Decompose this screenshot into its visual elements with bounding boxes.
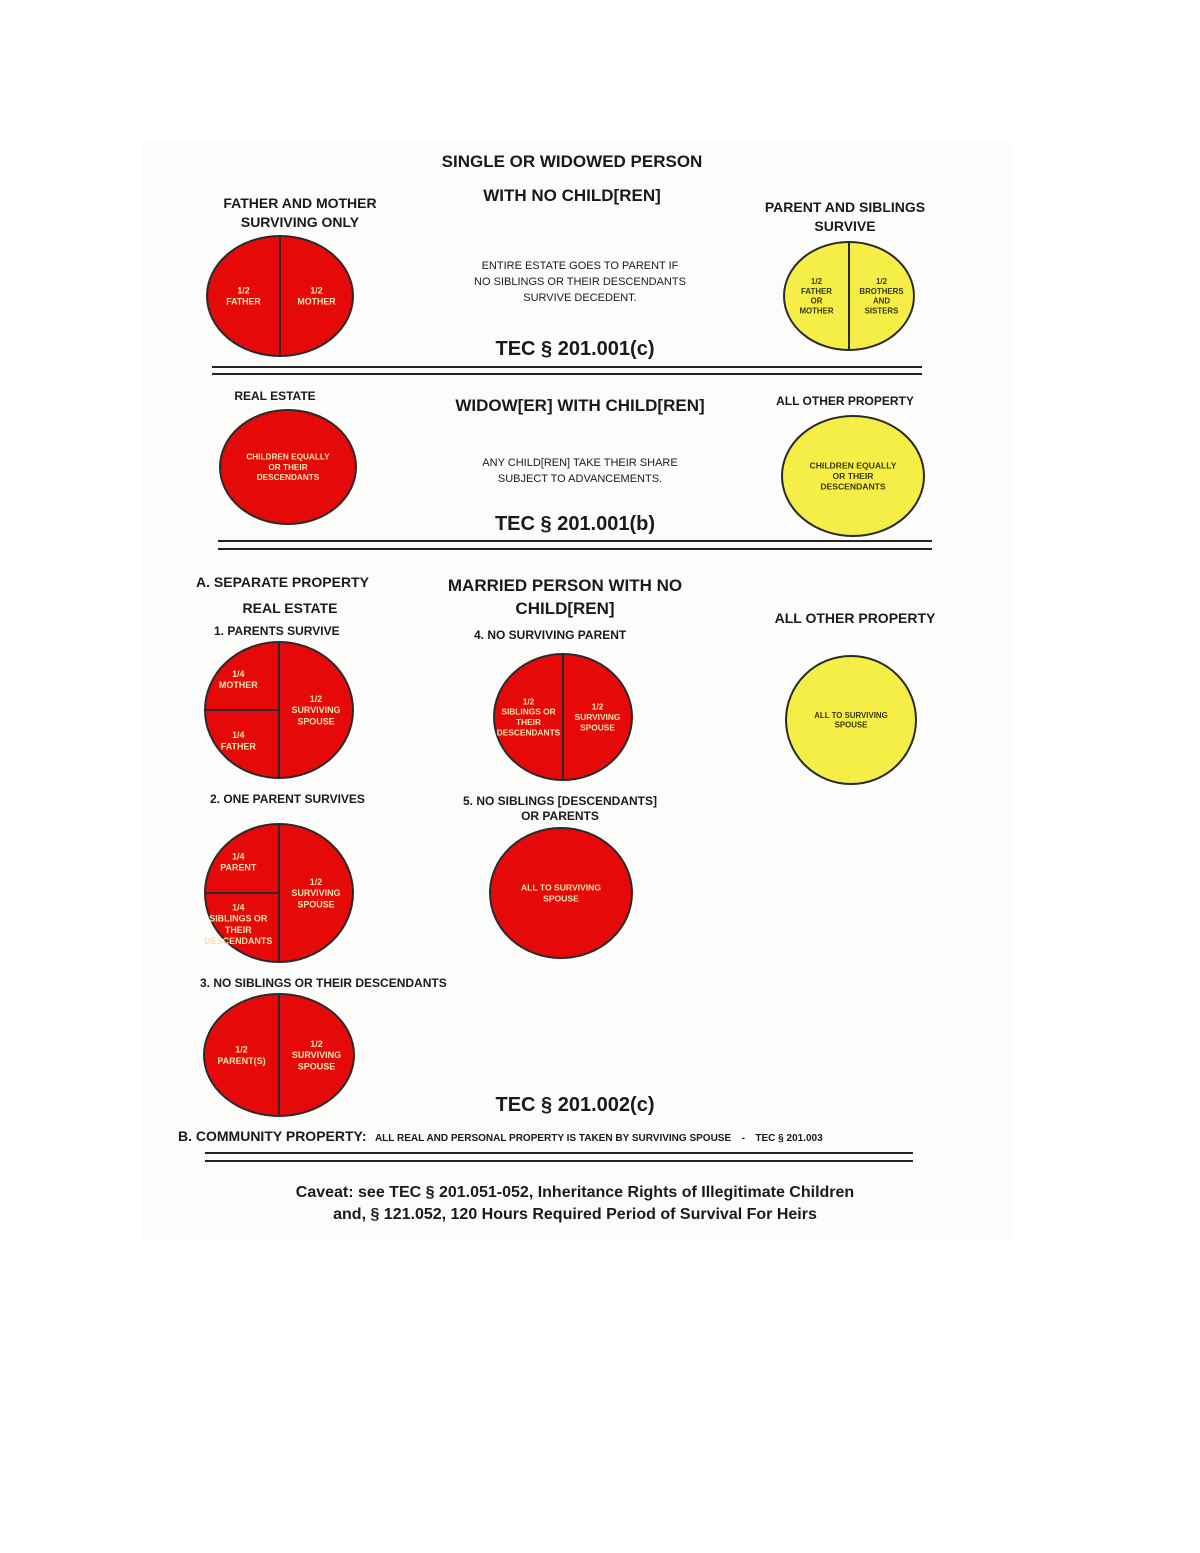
one-parent-survives-pie: [203, 822, 355, 964]
no-surviving-parent-pie: [492, 652, 634, 782]
real-estate-heading: REAL ESTATE: [242, 600, 338, 616]
parent-siblings-pie: [782, 240, 916, 352]
case4-heading: 4. NO SURVIVING PARENT: [474, 628, 627, 642]
slice-label-left: 1/2 FATHER OR MOTHER: [799, 276, 834, 316]
parents-survive-pie: [203, 640, 355, 780]
slice-label-center: ALL TO SURVIVING SPOUSE: [814, 710, 888, 730]
section2-citation: TEC § 201.001(b): [494, 513, 656, 535]
separate-property-heading: A. SEPARATE PROPERTY: [196, 574, 369, 590]
slice-label-center: CHILDREN EQUALLY OR THEIR DESCENDANTS: [246, 452, 330, 483]
slice-label-center: CHILDREN EQUALLY OR THEIR DESCENDANTS: [809, 460, 897, 492]
slice-label-left: 1/2 SIBLINGS OR THEIR DESCENDANTS: [496, 696, 561, 738]
father-mother-pie: [205, 234, 355, 358]
section-divider-1b: [212, 373, 922, 375]
community-citation: TEC § 201.003: [755, 1133, 823, 1144]
all-to-spouse-pie: [784, 654, 918, 786]
other-property-children-pie: [780, 414, 926, 538]
community-label: B. COMMUNITY PROPERTY:: [178, 1128, 367, 1144]
section3-title: MARRIED PERSON WITH NO CHILD[REN]: [447, 576, 683, 618]
slice-label-bottom-left: 1/4 FATHER: [220, 730, 256, 752]
slice-label-bottom-left: 1/4 SIBLINGS OR THEIR DESCENDANTS: [204, 902, 273, 946]
section-divider-1a: [212, 366, 922, 368]
section3-citation: TEC § 201.002(c): [495, 1094, 655, 1116]
slice-label-right: 1/2 BROTHERS AND SISTERS: [859, 276, 904, 316]
section2-description: ANY CHILD[REN] TAKE THEIR SHARE SUBJECT TO ADVANCEMENTS.: [482, 457, 678, 485]
slice-label-left: 1/2 FATHER: [226, 285, 261, 307]
section-divider-3a: [205, 1152, 913, 1154]
section1-citation: TEC § 201.001(c): [495, 338, 655, 360]
slice-label-right: 1/2 SURVIVING SPOUSE: [291, 693, 341, 727]
community-text: ALL REAL AND PERSONAL PROPERTY IS TAKEN BY SURVIVING SPOUSE: [374, 1133, 732, 1144]
section1-left-heading: FATHER AND MOTHER SURVIVING ONLY: [223, 195, 377, 230]
slice-label-right: 1/2 MOTHER: [297, 285, 336, 307]
case2-heading: 2. ONE PARENT SURVIVES: [210, 792, 365, 806]
case5-heading: 5. NO SIBLINGS [DESCENDANTS] OR PARENTS: [462, 794, 657, 823]
caveat-line2: and, § 121.052, 120 Hours Required Period of Survival For Heirs: [333, 1206, 817, 1223]
caveat-line1: Caveat: see TEC § 201.051-052, Inheritance Rights of Illegitimate Children: [295, 1184, 855, 1201]
slice-label-center: ALL TO SURVIVING SPOUSE: [520, 882, 602, 904]
section2-left-heading: REAL ESTATE: [234, 389, 316, 403]
case3-heading: 3. NO SIBLINGS OR THEIR DESCENDANTS: [200, 976, 447, 990]
slice-label-top-left: 1/4 PARENT: [220, 851, 257, 873]
no-siblings-or-parents-pie: [488, 826, 634, 960]
section1-title-line1: SINGLE OR WIDOWED PERSON: [441, 152, 703, 171]
section2-right-heading: ALL OTHER PROPERTY: [776, 394, 914, 408]
section-divider-3b: [205, 1160, 913, 1162]
section2-title: WIDOW[ER] WITH CHILD[REN]: [455, 396, 705, 415]
section-divider-2a: [218, 540, 932, 542]
slice-label-right: 1/2 SURVIVING SPOUSE: [574, 701, 621, 733]
slice-label-right: 1/2 SURVIVING SPOUSE: [291, 876, 341, 910]
section1-right-heading: PARENT AND SIBLINGS SURVIVE: [764, 199, 926, 234]
section3-right-heading: ALL OTHER PROPERTY: [774, 610, 936, 626]
slice-label-left: 1/2 PARENT(S): [217, 1044, 266, 1066]
case1-heading: 1. PARENTS SURVIVE: [214, 624, 340, 638]
section1-title-line2: WITH NO CHILD[REN]: [483, 186, 661, 205]
community-property-line: [178, 1128, 978, 1146]
slice-label-right: 1/2 SURVIVING SPOUSE: [291, 1038, 342, 1072]
real-estate-children-pie: [218, 408, 358, 526]
slice-label-top-left: 1/4 MOTHER: [218, 668, 258, 691]
no-siblings-pie: [202, 992, 356, 1118]
section-divider-2b: [218, 548, 932, 550]
community-dash: -: [741, 1133, 745, 1144]
section1-description: ENTIRE ESTATE GOES TO PARENT IF NO SIBLINGS OR THEIR DESCENDANTS SURVIVE DECEDENT.: [474, 260, 686, 304]
